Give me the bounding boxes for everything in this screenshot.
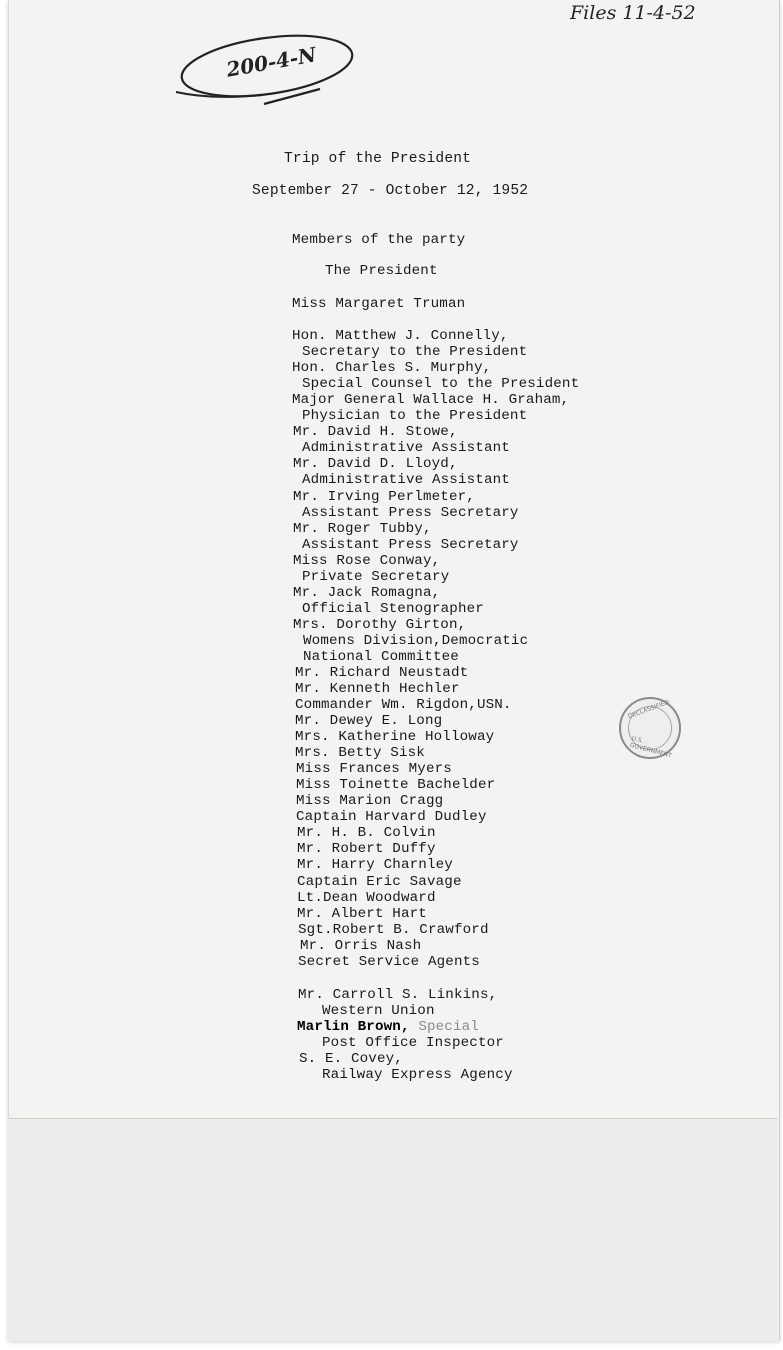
list-item: Secretary to the President	[302, 344, 528, 360]
list-item: Captain Eric Savage	[297, 874, 462, 890]
list-item: Lt.Dean Woodward	[297, 890, 436, 906]
list-item: Miss Toinette Bachelder	[296, 777, 496, 793]
list-item: Miss Rose Conway,	[293, 553, 441, 569]
trip-title: Trip of the President	[284, 151, 472, 167]
list-item: Hon. Charles S. Murphy,	[292, 360, 492, 376]
page-fold	[8, 1118, 778, 1341]
list-item: Mr. H. B. Colvin	[297, 825, 436, 841]
list-item: Miss Marion Cragg	[296, 793, 444, 809]
list-item: Womens Division,Democratic	[303, 633, 529, 649]
list-item: Mr. Harry Charnley	[297, 857, 453, 873]
list-item: Special Counsel to the President	[302, 376, 580, 392]
handwritten-code: 200-4-N	[224, 42, 318, 82]
list-item: Miss Frances Myers	[296, 761, 452, 777]
list-item: Assistant Press Secretary	[302, 505, 519, 521]
list-item: National Committee	[303, 649, 459, 665]
list-item: Mr. Robert Duffy	[297, 841, 436, 857]
list-item: Major General Wallace H. Graham,	[292, 392, 570, 408]
list-item: Mr. Orris Nash	[300, 938, 422, 954]
brown-role: Post Office Inspector	[322, 1035, 504, 1051]
list-item: Sgt.Robert B. Crawford	[298, 922, 489, 938]
list-item: Mrs. Betty Sisk	[295, 745, 425, 761]
list-item: Mr. Kenneth Hechler	[295, 681, 460, 697]
section-heading: Members of the party	[292, 232, 466, 248]
linkins-name: Mr. Carroll S. Linkins,	[298, 987, 498, 1003]
list-item: Mr. Jack Romagna,	[293, 585, 441, 601]
stamp-text-bottom: U.S. GOVERNMENT	[629, 734, 673, 760]
list-item: Physician to the President	[302, 408, 528, 424]
list-item: Mr. Dewey E. Long	[295, 713, 443, 729]
list-item: Assistant Press Secretary	[302, 537, 519, 553]
party-lead: The President	[325, 263, 438, 279]
list-item: Mr. David D. Lloyd,	[293, 456, 458, 472]
list-item: Mr. Richard Neustadt	[295, 665, 469, 681]
brown-name: Marlin Brown,	[297, 1019, 410, 1035]
party-second: Miss Margaret Truman	[292, 296, 466, 312]
list-item: Mr. Irving Perlmeter,	[293, 489, 475, 505]
brown-line	[297, 1019, 479, 1035]
covey-role: Railway Express Agency	[322, 1067, 513, 1083]
trip-dates: September 27 - October 12, 1952	[252, 183, 529, 199]
list-item: Captain Harvard Dudley	[296, 809, 487, 825]
handwritten-file-note: Files 11-4-52	[570, 2, 696, 24]
list-item: Mr. Roger Tubby,	[293, 521, 432, 537]
brown-faded-word: Special	[418, 1019, 479, 1035]
list-item: Mrs. Dorothy Girton,	[293, 617, 467, 633]
list-item: Mr. David H. Stowe,	[293, 424, 458, 440]
linkins-role: Western Union	[322, 1003, 435, 1019]
list-item: Commander Wm. Rigdon,USN.	[295, 697, 512, 713]
list-item: Secret Service Agents	[298, 954, 480, 970]
list-item: Private Secretary	[302, 569, 450, 585]
list-item: Mr. Albert Hart	[297, 906, 427, 922]
list-item: Mrs. Katherine Holloway	[295, 729, 495, 745]
list-item: Administrative Assistant	[302, 440, 510, 456]
list-item: Administrative Assistant	[302, 472, 510, 488]
list-item: Official Stenographer	[302, 601, 484, 617]
covey-name: S. E. Covey,	[299, 1051, 403, 1067]
list-item: Hon. Matthew J. Connelly,	[292, 328, 509, 344]
archive-stamp	[619, 697, 681, 759]
stamp-text-top: DECLASSIFIED	[627, 698, 671, 721]
